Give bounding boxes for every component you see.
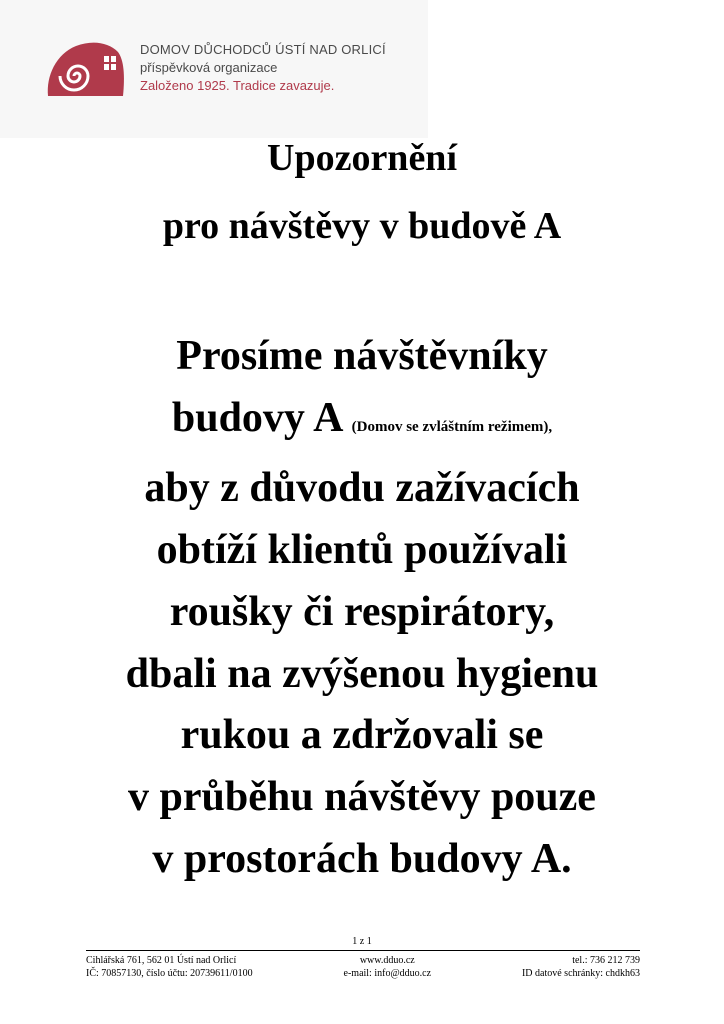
- org-type: příspěvková organizace: [140, 60, 278, 75]
- org-motto: Založeno 1925. Tradice zavazuje.: [140, 78, 335, 93]
- message-line: roušky či respirátory,: [169, 588, 555, 635]
- notice-message: [0, 326, 724, 890]
- message-line: obtíží klientů používali: [156, 527, 568, 574]
- footer: [86, 954, 640, 980]
- footer-databox: ID datové schránky: chdkh63: [521, 968, 640, 979]
- message-line: dbali na zvýšenou hygienu: [125, 650, 599, 697]
- notice-title: [0, 124, 724, 260]
- message-line: rukou a zdržovali se: [180, 712, 544, 759]
- message-line: [0, 388, 724, 459]
- notice-title-line: Upozornění: [267, 137, 457, 179]
- footer-web: www.dduo.cz: [359, 955, 415, 966]
- footer-email: e-mail: info@dduo.cz: [343, 968, 432, 979]
- message-line: aby z důvodu zažívacích: [144, 465, 580, 512]
- letterhead: [0, 0, 428, 138]
- snail-house-logo-icon: [44, 36, 126, 102]
- org-name: DOMOV DŮCHODCŮ ÚSTÍ NAD ORLICÍ: [140, 42, 386, 57]
- notice-subtitle-line: pro návštěvy v budově A: [162, 205, 562, 247]
- message-text: budovy A: [171, 394, 352, 441]
- page-number: 1 z 1: [352, 936, 372, 947]
- message-line: Prosíme návštěvníky: [176, 333, 548, 379]
- message-line: v průběhu návštěvy pouze: [128, 773, 596, 820]
- message-line: v prostorách budovy A.: [152, 835, 572, 882]
- footer-ids: IČ: 70857130, číslo účtu: 20739611/0100: [86, 968, 253, 979]
- footer-phone: tel.: 736 212 739: [572, 955, 640, 966]
- footer-divider: [86, 950, 640, 951]
- message-note: (Domov se zvláštním režimem),: [351, 418, 553, 435]
- footer-address: Cihlářská 761, 562 01 Ústí nad Orlicí: [86, 955, 237, 966]
